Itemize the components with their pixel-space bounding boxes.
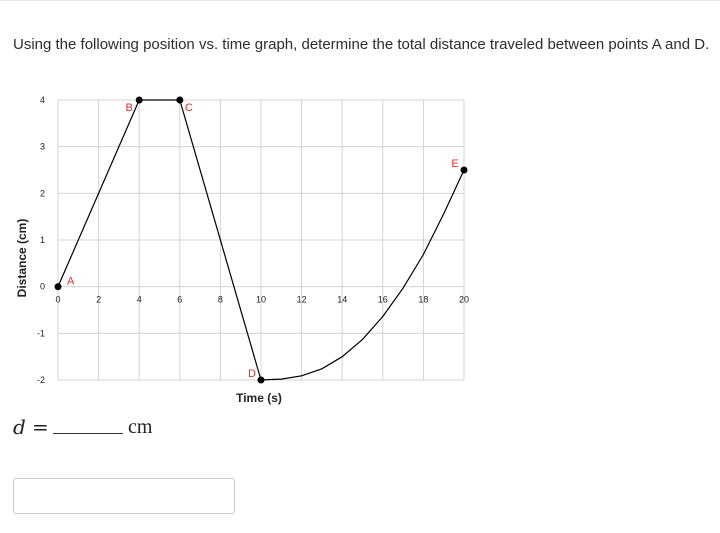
x-tick-label: 18 [418, 294, 429, 305]
point-b-marker [136, 97, 143, 104]
x-tick-label: 20 [458, 294, 470, 305]
point-c-marker [176, 97, 183, 104]
x-tick-label: 16 [377, 294, 388, 305]
x-tick-label: 8 [217, 294, 223, 305]
answer-unit: cm [128, 416, 153, 438]
y-tick-label: 3 [39, 141, 45, 152]
x-tick-label: 0 [55, 294, 61, 305]
point-d-marker [258, 377, 265, 384]
point-b-label: B [125, 102, 133, 114]
point-a-marker [55, 283, 62, 290]
y-tick-label: 4 [39, 95, 45, 105]
point-c-label: C [184, 102, 193, 114]
y-tick-label: 1 [39, 235, 45, 245]
point-a-label: A [67, 275, 75, 288]
x-tick-label: 14 [337, 294, 348, 305]
x-tick-label: 2 [96, 294, 102, 305]
point-e-label: E [451, 158, 459, 170]
x-tick-label: 4 [136, 294, 142, 305]
top-divider [0, 0, 720, 1]
answer-blank [53, 433, 123, 434]
y-axis-label: Distance (cm) [15, 218, 29, 298]
x-tick-label: 10 [255, 294, 267, 305]
y-tick-label: 2 [39, 188, 45, 199]
y-tick-label: -2 [36, 375, 45, 385]
y-tick-label: -1 [36, 328, 45, 339]
equals-sign: = [32, 415, 49, 439]
point-e-marker [461, 167, 468, 174]
answer-input[interactable] [13, 478, 235, 514]
answer-variable: d [13, 415, 26, 439]
x-axis-label: Time (s) [236, 391, 282, 405]
position-time-chart [0, 90, 500, 420]
question-text: Using the following position vs. time graph, determine the total distance traveled between points A and D. [13, 36, 710, 53]
point-d-label: D [248, 368, 256, 380]
series-curve-segment [261, 170, 464, 380]
x-tick-label: 12 [296, 294, 307, 305]
x-tick-label: 6 [177, 294, 183, 305]
y-tick-label: 0 [39, 281, 45, 292]
